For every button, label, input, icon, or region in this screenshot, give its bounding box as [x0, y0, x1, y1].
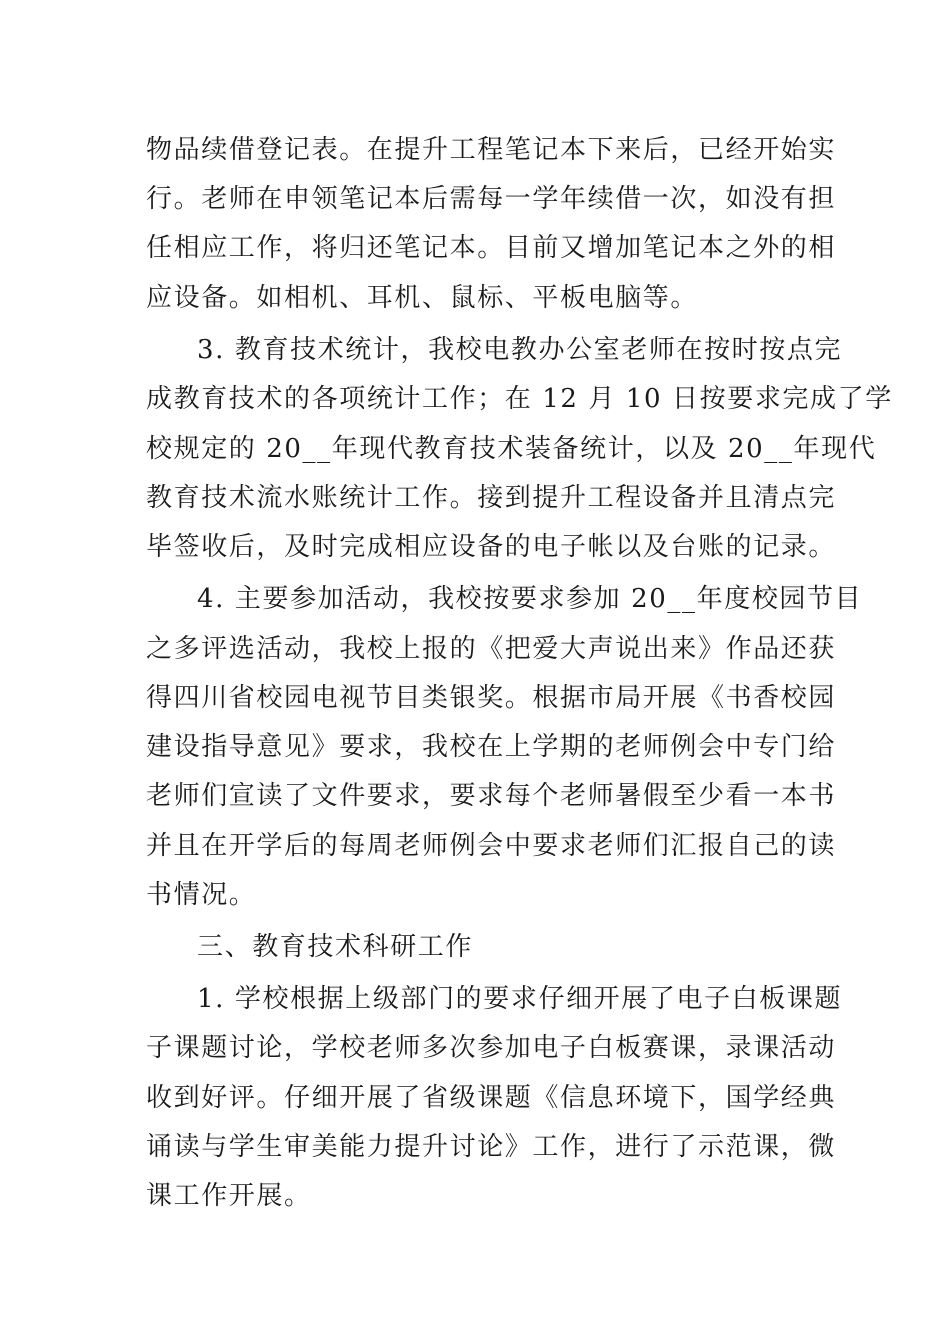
paragraph-line: 课工作开展。 — [146, 1181, 312, 1211]
paragraph-line: 诵读与学生审美能力提升讨论》工作，进行了示范课，微 — [146, 1132, 837, 1162]
paragraph-line: 应设备。如相机、耳机、鼠标、平板电脑等。 — [146, 283, 699, 313]
paragraph-line: 并且在开学后的每周老师例会中要求老师们汇报自己的读 — [146, 831, 837, 861]
paragraph-line: 建设指导意见》要求，我校在上学期的老师例会中专门给 — [146, 732, 837, 762]
paragraph-line: 成教育技术的各项统计工作；在 12 月 10 日按要求完成了学 — [146, 384, 893, 414]
paragraph-line: 行。老师在申领笔记本后需每一学年续借一次，如没有担 — [146, 184, 837, 214]
paragraph-line: 1. 学校根据上级部门的要求仔细开展了电子白板课题 — [197, 984, 843, 1014]
paragraph-line: 书情况。 — [146, 880, 257, 910]
paragraph-line: 之多评选活动，我校上报的《把爱大声说出来》作品还获 — [146, 634, 837, 664]
section-heading: 三、教育技术科研工作 — [197, 932, 474, 962]
paragraph-line: 物品续借登记表。在提升工程笔记本下来后，已经开始实 — [146, 135, 837, 165]
paragraph-line: 任相应工作，将归还笔记本。目前又增加笔记本之外的相 — [146, 233, 837, 263]
paragraph-line: 子课题讨论，学校老师多次参加电子白板赛课，录课活动 — [146, 1033, 837, 1063]
paragraph-line: 老师们宣读了文件要求，要求每个老师暑假至少看一本书 — [146, 781, 837, 811]
paragraph-line: 校规定的 20__年现代教育技术装备统计，以及 20__年现代 — [146, 434, 877, 464]
paragraph-line: 4. 主要参加活动，我校按要求参加 20__年度校园节目 — [197, 584, 863, 614]
paragraph-line: 毕签收后，及时完成相应设备的电子帐以及台账的记录。 — [146, 532, 837, 562]
paragraph-line: 收到好评。仔细开展了省级课题《信息环境下，国学经典 — [146, 1083, 837, 1113]
paragraph-line: 3. 教育技术统计，我校电教办公室老师在按时按点完 — [197, 335, 843, 365]
paragraph-line: 教育技术流水账统计工作。接到提升工程设备并且清点完 — [146, 483, 837, 513]
paragraph-line: 得四川省校园电视节目类银奖。根据市局开展《书香校园 — [146, 683, 837, 713]
